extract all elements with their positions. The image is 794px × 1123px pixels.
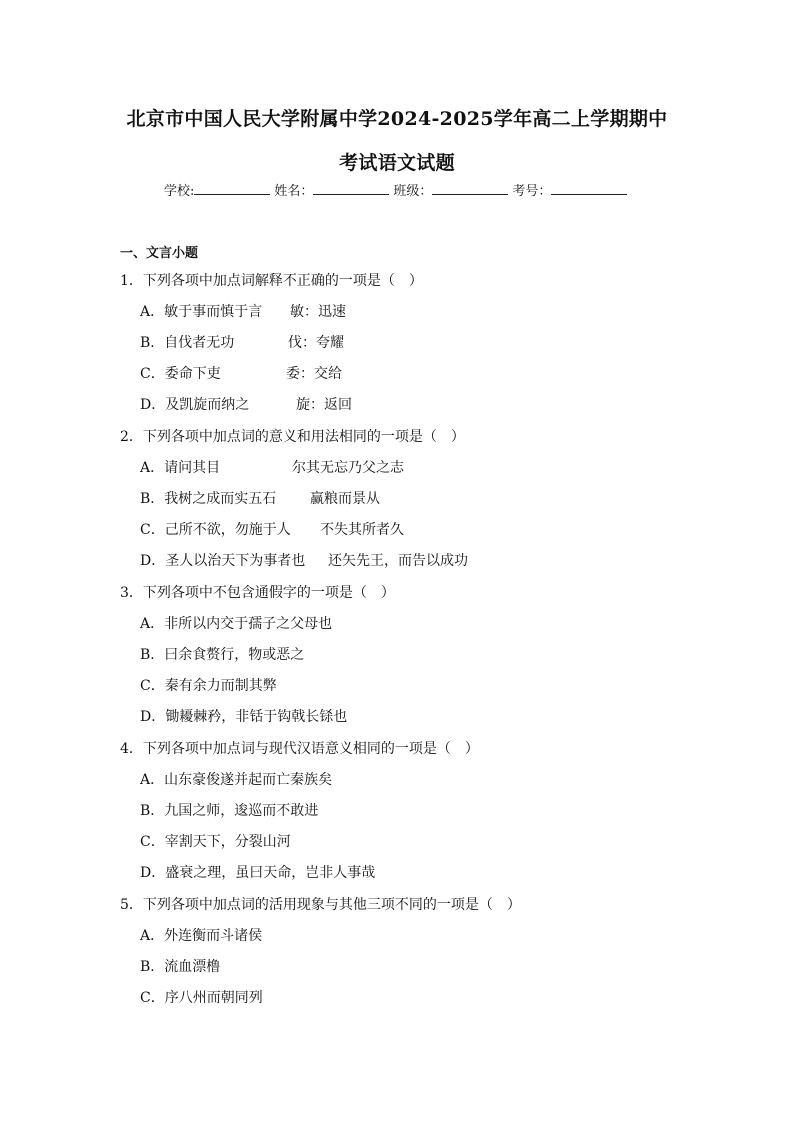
option: B．九国之师，逡巡而不敢进 xyxy=(140,803,319,819)
option-pair: 尔其无忘乃父之志 xyxy=(292,460,404,476)
option: A．外连衡而斗诸侯 xyxy=(140,928,263,944)
name-label: 姓名： xyxy=(274,184,314,199)
option xyxy=(140,332,344,352)
name-blank[interactable] xyxy=(313,182,389,195)
question-stem: 1．下列各项中加点词解释不正确的一项是（ ） xyxy=(120,273,423,289)
option-text: A．请问其目 xyxy=(140,460,221,476)
option-pair: 赢粮而景从 xyxy=(310,491,380,507)
option-gloss: 旋：返回 xyxy=(296,397,352,413)
school-blank[interactable] xyxy=(194,182,270,195)
option-text: A．敏于事而慎于言 xyxy=(140,304,263,320)
option: C．宰割天下，分裂山河 xyxy=(140,834,291,850)
option-text: C．己所不欲，勿施于人 xyxy=(140,522,291,538)
option: A．山东豪俊遂并起而亡秦族矣 xyxy=(140,772,333,788)
document-title-line2: 考试语文试题 xyxy=(339,152,455,174)
section-heading: 一、文言小题 xyxy=(120,246,199,261)
option-text: D．及凯旋而纳之 xyxy=(140,397,250,413)
document-title-line1: 北京市中国人民大学附属中学2024-2025学年高二上学期期中 xyxy=(126,108,668,130)
exam-number-label: 考号： xyxy=(512,184,552,199)
question-stem: 2．下列各项中加点词的意义和用法相同的一项是（ ） xyxy=(120,429,465,445)
class-label: 班级： xyxy=(393,184,433,199)
option: D．盛衰之理，虽曰天命，岂非人事哉 xyxy=(140,865,376,881)
question-stem: 4．下列各项中加点词与现代汉语意义相同的一项是（ ） xyxy=(120,741,479,757)
option-text: D．圣人以治天下为事者也 xyxy=(140,553,306,569)
exam-number-blank[interactable] xyxy=(551,182,627,195)
school-label: 学校: xyxy=(164,184,195,199)
option-gloss: 敏：迅速 xyxy=(290,304,346,320)
question-stem: 5．下列各项中加点词的活用现象与其他三项不同的一项是（ ） xyxy=(120,897,521,913)
option-text: B．自伐者无功 xyxy=(140,335,235,351)
option xyxy=(140,550,468,570)
class-blank[interactable] xyxy=(432,182,508,195)
option: A．非所以内交于孺子之父母也 xyxy=(140,616,333,632)
option: C．秦有余力而制其弊 xyxy=(140,678,277,694)
option: B．曰余食赘行，物或恶之 xyxy=(140,647,305,663)
option xyxy=(140,488,380,508)
option-gloss: 委：交给 xyxy=(286,366,342,382)
option xyxy=(140,394,352,414)
option xyxy=(140,301,346,321)
question-stem: 3．下列各项中不包含通假字的一项是（ ） xyxy=(120,585,395,601)
option-text: C．委命下吏 xyxy=(140,366,221,382)
option xyxy=(140,363,342,383)
option: D．锄耰棘矜，非铦于钩戟长铩也 xyxy=(140,709,348,725)
option-pair: 不失其所者久 xyxy=(320,522,404,538)
option: B．流血漂橹 xyxy=(140,959,221,975)
student-info-row xyxy=(164,180,631,199)
option-gloss: 伐：夸耀 xyxy=(288,335,344,351)
option-text: B．我树之成而实五石 xyxy=(140,491,277,507)
option xyxy=(140,519,404,539)
option-pair: 还矢先王，而告以成功 xyxy=(328,553,468,569)
option xyxy=(140,457,404,477)
option: C．序八州而朝同列 xyxy=(140,990,263,1006)
